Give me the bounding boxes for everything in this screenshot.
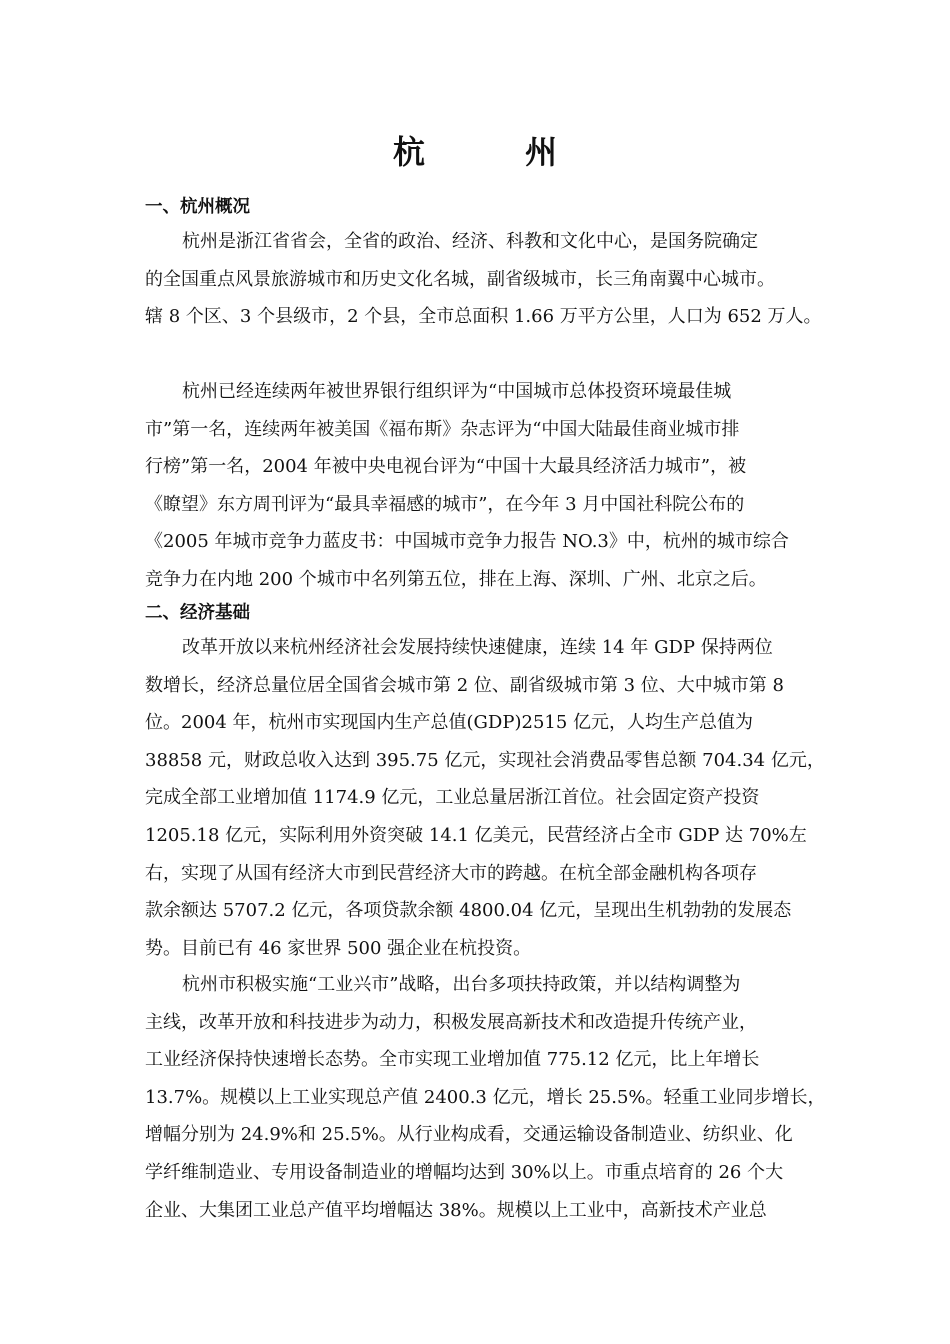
text-line: 1205.18 亿元，实际利用外资突破 14.1 亿美元，民营经济占全市 GDP 达 70%左 xyxy=(145,824,807,846)
text-line: 右，实现了从国有经济大市到民营经济大市的跨越。在杭全部金融机构各项存 xyxy=(145,862,757,884)
section-heading-economy: 二、经济基础 xyxy=(145,603,250,623)
text-line: 企业、大集团工业总产值平均增幅达 38%。规模以上工业中，高新技术产业总 xyxy=(145,1199,767,1221)
page-title: 杭 州 xyxy=(392,133,591,171)
text-line: 完成全部工业增加值 1174.9 亿元，工业总量居浙江首位。社会固定资产投资 xyxy=(145,787,760,809)
paragraph-economy-2 xyxy=(145,966,825,1229)
text-line: 13.7%。规模以上工业实现总产值 2400.3 亿元，增长 25.5%。轻重工业同步增长， xyxy=(145,1086,826,1108)
text-line: 《2005 年城市竞争力蓝皮书：中国城市竞争力报告 NO.3》中，杭州的城市综合 xyxy=(145,531,789,553)
text-line: 38858 元，财政总收入达到 395.75 亿元，实现社会消费品零售总额 704.34 亿元， xyxy=(145,749,825,771)
text-line: 工业经济保持快速增长态势。全市实现工业增加值 775.12 亿元，比上年增长 xyxy=(145,1049,760,1071)
text-line: 竞争力在内地 200 个城市中名列第五位，排在上海、深圳、广州、北京之后。 xyxy=(145,568,767,590)
text-line: 改革开放以来杭州经济社会发展持续快速健康，连续 14 年 GDP 保持两位 xyxy=(182,637,773,658)
text-line: 主线，改革开放和科技进步为动力，积极发展高新技术和改造提升传统产业， xyxy=(145,1011,757,1033)
text-line: 学纤维制造业、专用设备制造业的增幅均达到 30%以上。市重点培育的 26 个大 xyxy=(145,1161,784,1183)
text-line: 杭州已经连续两年被世界银行组织评为“中国城市总体投资环境最佳城 xyxy=(182,381,732,402)
text-line: 数增长，经济总量位居全国省会城市第 2 位、副省级城市第 3 位、大中城市第 8 xyxy=(145,674,784,696)
text-line: 增幅分别为 24.9%和 25.5%。从行业构成看，交通运输设备制造业、纺织业、化 xyxy=(145,1124,793,1146)
text-line: 行榜”第一名，2004 年被中央电视台评为“中国十大最具经济活力城市”，被 xyxy=(145,456,747,478)
paragraph-overview-1 xyxy=(145,223,825,336)
text-line: 杭州是浙江省省会，全省的政治、经济、科教和文化中心，是国务院确定 xyxy=(182,231,758,252)
text-line: 杭州市积极实施“工业兴市”战略，出台多项扶持政策，并以结构调整为 xyxy=(182,974,741,995)
text-line: 《瞭望》东方周刊评为“最具幸福感的城市”，在今年 3 月中国社科院公布的 xyxy=(145,493,745,515)
text-line: 势。目前已有 46 家世界 500 强企业在杭投资。 xyxy=(145,937,532,959)
paragraph-economy-1 xyxy=(145,629,825,967)
text-line: 市”第一名，连续两年被美国《福布斯》杂志评为“中国大陆最佳商业城市排 xyxy=(145,418,740,440)
text-line: 位。2004 年，杭州市实现国内生产总值(GDP)2515 亿元，人均生产总值为 xyxy=(145,712,754,734)
text-line: 的全国重点风景旅游城市和历史文化名城，副省级城市，长三角南翼中心城市。 xyxy=(145,268,775,290)
text-line: 款余额达 5707.2 亿元，各项贷款余额 4800.04 亿元，呈现出生机勃勃的发展态 xyxy=(145,900,792,922)
section-heading-overview: 一、杭州概况 xyxy=(145,197,250,217)
text-line: 辖 8 个区、3 个县级市，2 个县，全市总面积 1.66 万平方公里，人口为 652 万人。 xyxy=(145,306,822,328)
paragraph-overview-2 xyxy=(145,373,825,599)
